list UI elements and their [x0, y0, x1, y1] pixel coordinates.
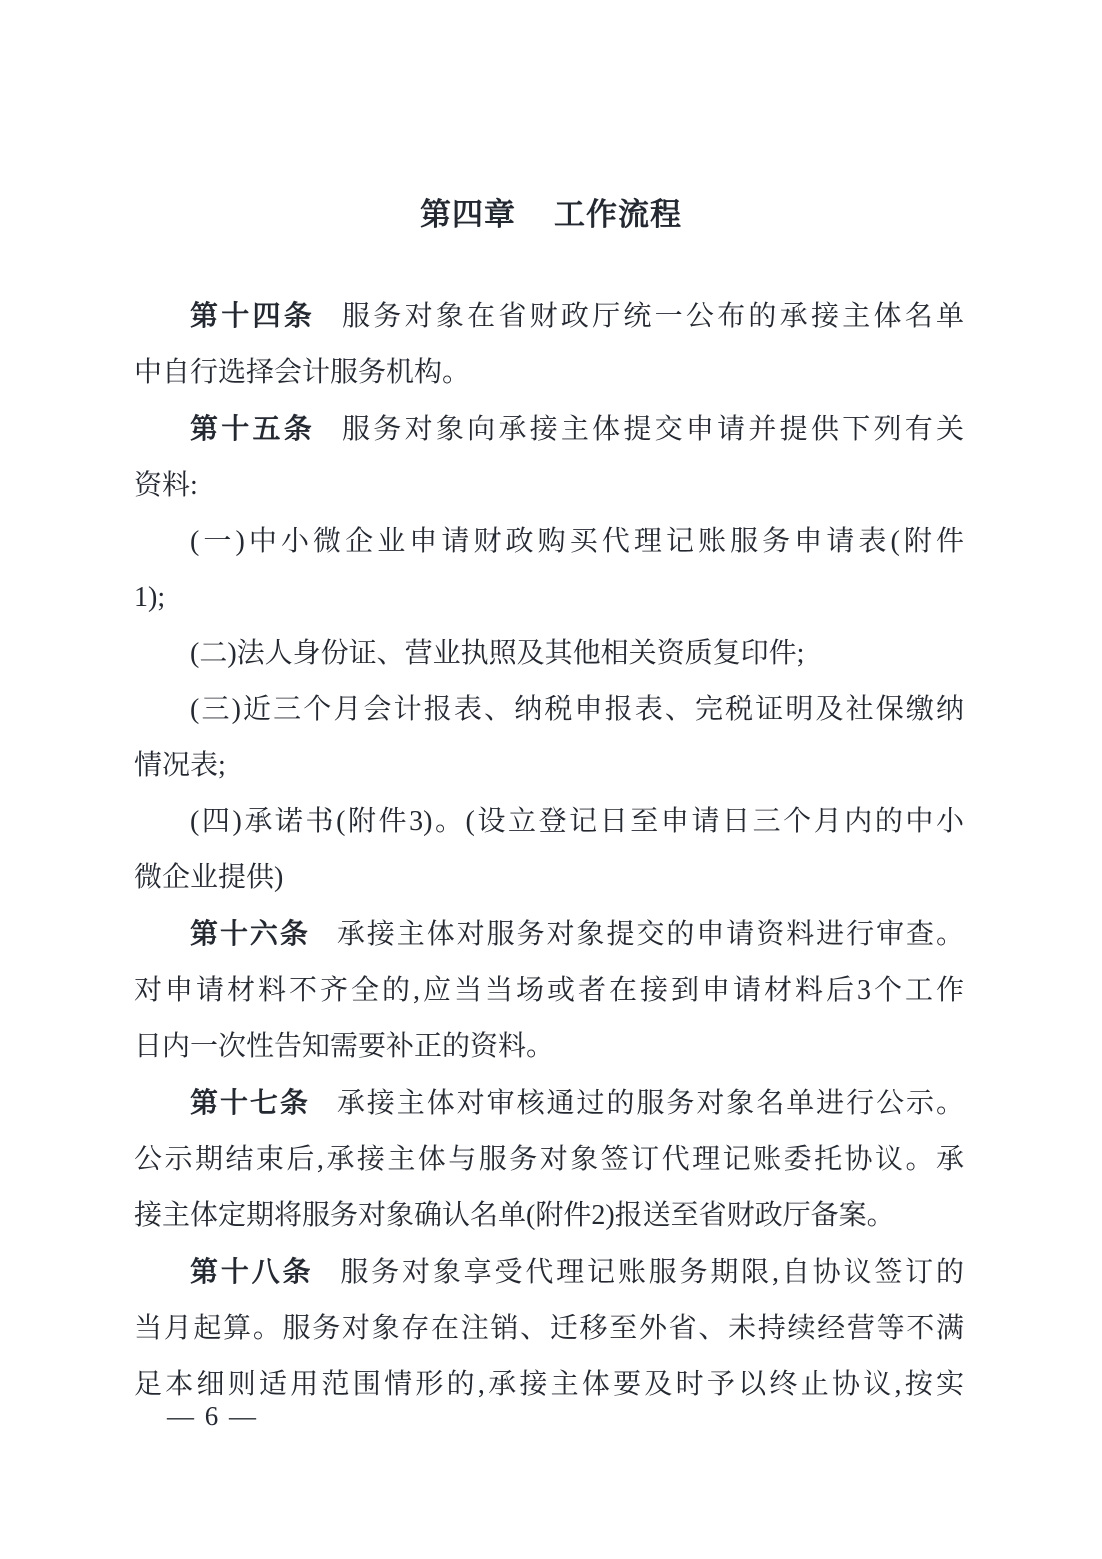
- chapter-heading: [0, 189, 1102, 234]
- text-line: 公示期结束后,承接主体与服务对象签订代理记账委托协议。承: [134, 1144, 964, 1175]
- text-line: 资料:: [134, 470, 198, 501]
- paragraph: [134, 1244, 964, 1413]
- text-line: 第十七条 承接主体对审核通过的服务对象名单进行公示。: [190, 1087, 964, 1119]
- text-line: (二)法人身份证、营业执照及其他相关资质复印件;: [190, 638, 805, 669]
- text-line: 中自行选择会计服务机构。: [134, 357, 471, 388]
- paragraph: [134, 288, 964, 401]
- text-line: 微企业提供): [134, 862, 284, 893]
- text-line: (一)中小微企业申请财政购买代理记账服务申请表(附件: [190, 526, 964, 557]
- article-number-label: 第十五条: [190, 413, 316, 444]
- paragraph: [134, 794, 964, 906]
- text-line: 第十六条 承接主体对服务对象提交的申请资料进行审查。: [190, 918, 964, 950]
- text-line: 接主体定期将服务对象确认名单(附件2)报送至省财政厅备案。: [134, 1200, 895, 1231]
- paragraph: [134, 626, 964, 682]
- chapter-title: 工作流程: [554, 197, 682, 232]
- paragraph: [134, 514, 964, 626]
- article-number-label: 第十八条: [190, 1256, 314, 1287]
- text-line: 日内一次性告知需要补正的资料。: [134, 1031, 555, 1062]
- text-line: 1);: [134, 582, 166, 613]
- paragraph: [134, 906, 964, 1075]
- text-line: 情况表;: [134, 750, 226, 781]
- paragraph: [134, 682, 964, 794]
- paragraph: [134, 401, 964, 514]
- text-line: (四)承诺书(附件3)。(设立登记日至申请日三个月内的中小: [190, 806, 964, 837]
- text-line: 当月起算。服务对象存在注销、迁移至外省、未持续经营等不满: [134, 1313, 964, 1344]
- document-body: [134, 288, 964, 1413]
- article-number-label: 第十四条: [190, 300, 316, 331]
- page-number: — 6 —: [167, 1401, 258, 1431]
- chapter-number: 第四章: [420, 197, 516, 232]
- text-line: 对申请材料不齐全的,应当当场或者在接到申请材料后3个工作: [134, 975, 964, 1006]
- text-line: 足本细则适用范围情形的,承接主体要及时予以终止协议,按实: [134, 1369, 964, 1400]
- article-number-label: 第十六条: [190, 918, 310, 949]
- paragraph: [134, 1075, 964, 1244]
- text-line: 第十四条 服务对象在省财政厅统一公布的承接主体名单: [190, 300, 964, 332]
- article-number-label: 第十七条: [190, 1087, 310, 1118]
- text-line: 第十五条 服务对象向承接主体提交申请并提供下列有关: [190, 413, 964, 445]
- text-line: 第十八条 服务对象享受代理记账服务期限,自协议签订的: [190, 1256, 964, 1288]
- text-line: (三)近三个月会计报表、纳税申报表、完税证明及社保缴纳: [190, 694, 964, 725]
